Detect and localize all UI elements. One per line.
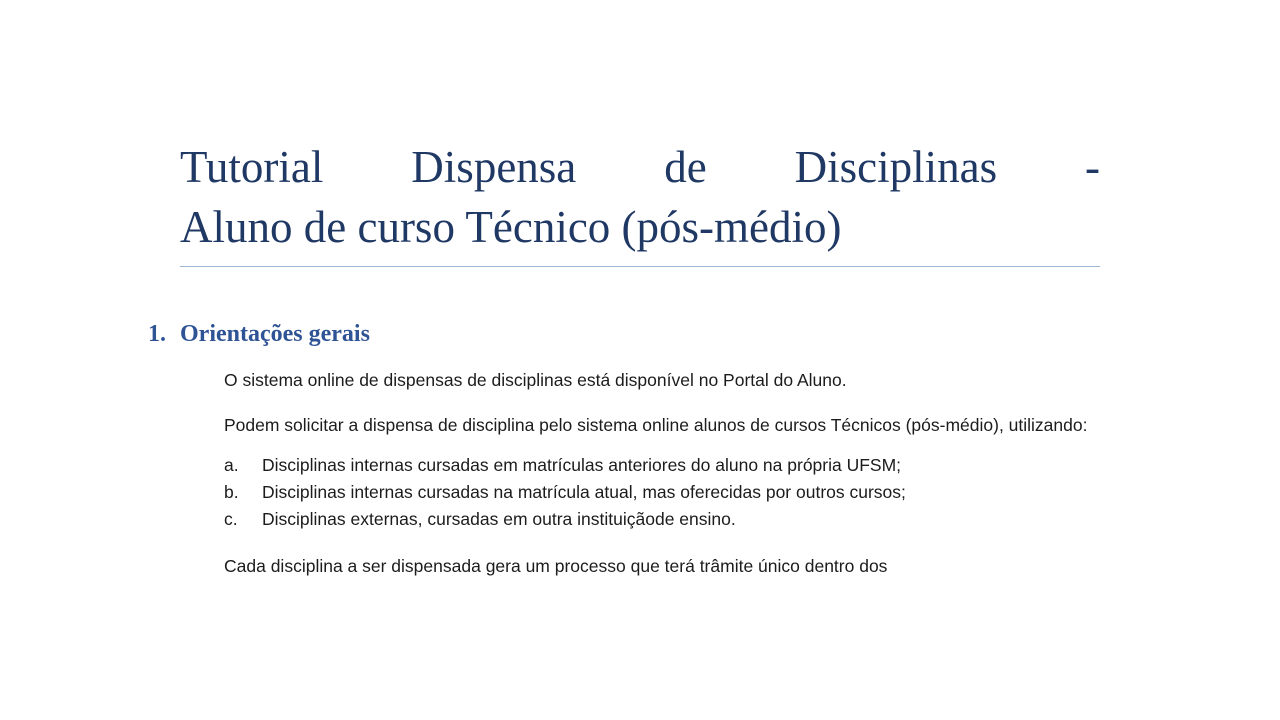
title-divider <box>180 266 1100 267</box>
section-title: Orientações gerais <box>180 320 370 347</box>
list-item <box>180 479 1100 506</box>
list-item-marker: b. <box>224 482 239 503</box>
list-item-label: Disciplinas externas, cursadas em outra instituiçãode ensino. <box>262 508 736 529</box>
paragraph: Podem solicitar a dispensa de disciplina pelo sistema online alunos de cursos Técnicos (pós-médio), utilizando: <box>224 415 1088 436</box>
list-item <box>180 506 1100 533</box>
list-item-marker: a. <box>224 455 239 476</box>
paragraph: O sistema online de dispensas de disciplinas está disponível no Portal do Aluno. <box>224 369 847 390</box>
list-item <box>180 452 1100 479</box>
section-heading-orientacoes-gerais <box>148 321 1100 348</box>
page-title-line-1: Tutorial Dispensa de Disciplinas - <box>180 142 1100 192</box>
section-number: 1. <box>148 320 166 347</box>
paragraph: Cada disciplina a ser dispensada gera um processo que terá trâmite único dentro dos <box>224 556 888 577</box>
page-title <box>180 0 1100 258</box>
page-title-line-2: Aluno de curso Técnico (pós-médio) <box>180 201 842 252</box>
alpha-list <box>180 452 1100 532</box>
list-item-label: Disciplinas internas cursadas em matrículas anteriores do aluno na própria UFSM; <box>262 455 902 476</box>
list-item-marker: c. <box>224 508 238 529</box>
list-item-label: Disciplinas internas cursadas na matrícula atual, mas oferecidas por outros cursos; <box>262 482 906 503</box>
